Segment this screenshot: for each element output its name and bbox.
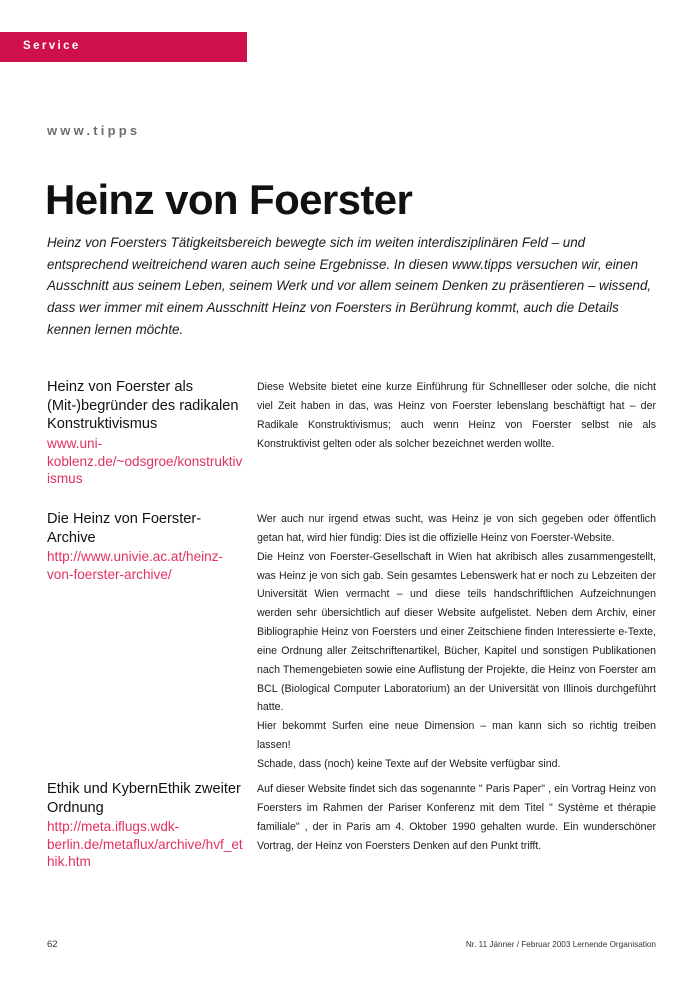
footer-page-number: 62	[47, 939, 58, 950]
link-entry-url[interactable]: www.uni-koblenz.de/~odsgroe/konstruktivismus	[47, 436, 243, 487]
intro-paragraph: Heinz von Foersters Tätigkeitsbereich bewegte sich im weiten interdisziplinären Feld – und entsprechend weitreichend waren auch seine Ergebnisse. In diesen www.tipps versuchen wir, einen Ausschnitt aus seinem Leben, seinem Werk und vor allem seinem Denken zu präsentieren – wissend, dass wer immer mit einem Ausschnitt Heinz von Foersters in Berührung kommt, auch die Details kennen lernen möchte.	[47, 235, 652, 337]
link-entry-body: Auf dieser Website findet sich das sogenannte " Paris Paper" , ein Vortrag Heinz von Foersters im Rahmen der Pariser Konferenz mit dem Titel " Système et thérapie familiale" , der in Paris am 4. Oktober 1990 gehalten wurde. Ein wunderschöner Vortrag, der Heinz von Foersters Denken auf den Punkt trifft.	[257, 783, 656, 852]
link-entry-body-paragraph: Schade, dass (noch) keine Texte auf der Website verfügbar sind.	[257, 757, 561, 770]
link-entry-right-column	[257, 780, 656, 855]
link-entry-url[interactable]: http://meta.iflugs.wdk-berlin.de/metaflux/archive/hvf_ethik.htm	[47, 819, 243, 870]
link-entry-body-paragraph: Die Heinz von Foerster-Gesellschaft in Wien hat akribisch alles zusammengestellt, was Heinz je von sich gab. Sein gesamtes Lebenswerk hat er noch zu Lebzeiten der Universität Wien vermacht – und diese teils handschriftlichen Aufzeichnungen werden sehr übersichtlich auf dieser Website aufgelistet. Neben dem Archiv, einer Bibliographie Heinz von Foersters und einer Zeitschiene finden Interessierte e-Texte, eine Ordnung aller Zeitschriftenartikel, Bücher, Kapitel und sonstigen Publikationen nach Themengebieten sowie eine Auflistung der Projekte, die Heinz von Foerster am BCL (Biological Computer Laboratorium) an der Universität von Illinois durchgeführt hatte.	[257, 550, 656, 714]
link-entry-heading: Ethik und KybernEthik zweiter Ordnung	[47, 781, 241, 816]
section-banner	[0, 32, 247, 62]
link-entry-body: Diese Website bietet eine kurze Einführung für Schnellleser oder solche, die nicht viel Zeit haben in das, was Heinz von Foerster lebenslang beschäftigt hat – der Radikale Konstruktivismus; auch wenn Heinz von Foerster selbst nie als Konstruktivist gelten oder als solcher bezeichnet werden wollte.	[257, 381, 656, 450]
link-entry-heading: Heinz von Foerster als (Mit-)begründer des radikalen Konstruktivismus	[47, 379, 239, 433]
link-entry-left-column	[47, 780, 243, 871]
section-banner-label: Service	[23, 40, 81, 53]
link-entry-right-column	[257, 378, 656, 453]
link-entry-body-paragraph: Wer auch nur irgend etwas sucht, was Heinz je von sich gegeben oder öffentlich getan hat, wird hier fündig: Dies ist die offizielle Heinz von Foerster-Website.	[257, 513, 656, 544]
link-entry-left-column	[47, 510, 243, 583]
kicker-label: www.tipps	[47, 123, 141, 138]
link-entry-left-column	[47, 378, 243, 488]
link-entry-url[interactable]: http://www.univie.ac.at/heinz-von-foerster-archive/	[47, 549, 224, 582]
page-title: Heinz von Foerster	[45, 176, 413, 224]
link-entry-heading: Die Heinz von Foerster-Archive	[47, 511, 202, 546]
link-entry-right-column	[257, 510, 656, 774]
footer-issue-info: Nr. 11 Jänner / Februar 2003 Lernende Organisation	[465, 940, 656, 949]
link-entry-body-paragraph: Hier bekommt Surfen eine neue Dimension – man kann sich so richtig treiben lassen!	[257, 720, 656, 752]
